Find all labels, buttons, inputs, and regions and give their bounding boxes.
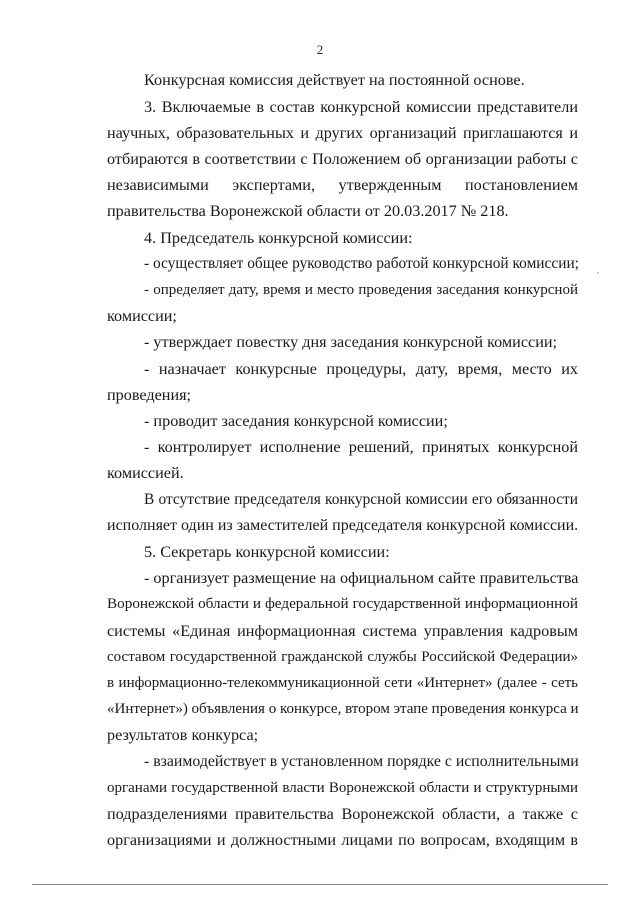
text-line: комиссии; (107, 307, 177, 325)
text-line: исполняет один из заместителей председателя конкурсной комиссии. (107, 517, 579, 534)
text-line: Конкурсная комиссия действует на постоянной основе. (144, 71, 525, 89)
text-line: - организует размещение на официальном сайте правительства (144, 569, 579, 587)
text-line: «Интернет») объявления о конкурсе, втором этапе проведения конкурса и (107, 701, 579, 717)
text-line: в информационно-телекоммуникационной сети «Интернет» (далее - сеть (107, 675, 578, 691)
text-line: проведения; (107, 386, 192, 404)
text-line: независимыми экспертами, утвержденным постановлением (107, 176, 578, 194)
text-line: научных, образовательных и других организаций приглашаются и (107, 124, 578, 142)
text-line: Воронежской области и федеральной государственной информационной (107, 595, 578, 612)
text-line: 5. Секретарь конкурсной комиссии: (144, 543, 390, 561)
text-line: подразделениями правительства Воронежской области, а также с (107, 805, 578, 823)
page-number: 2 (316, 42, 324, 57)
text-line: составом государственной гражданской службы Российской Федерации» (107, 649, 578, 665)
text-line: - осуществляет общее руководство работой конкурсной комиссии; (144, 255, 579, 272)
text-line: - взаимодействует в установленном порядке с исполнительными (144, 753, 579, 770)
text-line: правительства Воронежской области от 20.03.2017 № 218. (107, 202, 509, 220)
text-line: комиссией. (107, 464, 184, 482)
text-line: - назначает конкурсные процедуры, дату, время, место их (144, 360, 578, 378)
text-line: - утверждает повестку дня заседания конкурсной комиссии; (144, 333, 558, 351)
text-line: системы «Единая информационная система управления кадровым (107, 622, 578, 640)
text-line: организациями и должностными лицами по вопросам, входящим в (107, 831, 578, 849)
bottom-edge-line (32, 884, 608, 885)
text-line: отбираются в соответствии с Положением об организации работы с (107, 150, 578, 168)
text-line: - определяет дату, время и место проведения заседания конкурсной (144, 282, 578, 298)
text-line: 4. Председатель конкурсной комиссии: (144, 229, 413, 247)
text-line: - проводит заседания конкурсной комиссии; (144, 412, 448, 430)
text-line: - контролирует исполнение решений, принятых конкурсной (144, 438, 578, 456)
text-line: результатов конкурса; (107, 726, 259, 744)
text-line: органами государственной власти Воронежской области и структурными (107, 780, 578, 796)
text-line: В отсутствие председателя конкурсной комиссии его обязанности (144, 491, 578, 508)
text-line: 3. Включаемые в состав конкурсной комиссии представители (144, 98, 578, 116)
scan-speck (597, 272, 599, 274)
